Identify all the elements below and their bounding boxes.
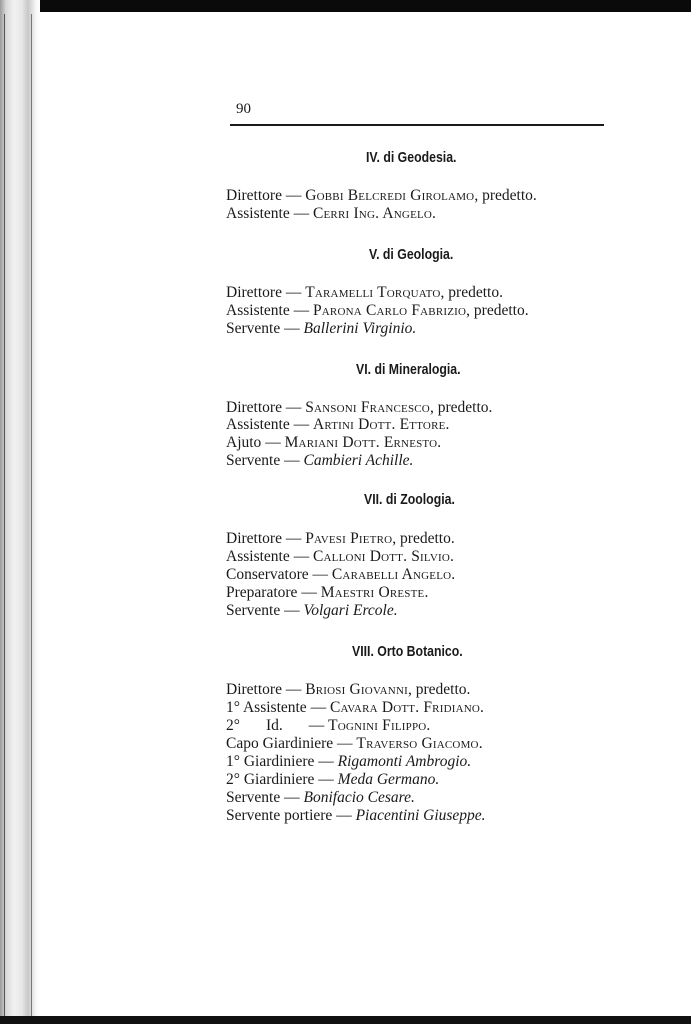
entry-line: Servente — Volgari Ercole. xyxy=(226,602,398,619)
spine-line xyxy=(31,14,32,1016)
section-heading-geodesia: IV. di Geodesia. xyxy=(366,149,457,166)
entry-line: Assistente — Cerri Ing. Angelo. xyxy=(226,205,437,222)
entry-line: Servente — Bonifacio Cesare. xyxy=(226,789,415,806)
entry-line: Ajuto — Mariani Dott. Ernesto. xyxy=(226,434,442,451)
section-heading-orto-botanico: VIII. Orto Botanico. xyxy=(352,643,463,660)
entry-line: Servente portiere — Piacentini Giuseppe. xyxy=(226,807,486,824)
entry-line: Direttore — Gobbi Belcredi Girolamo, predetto. xyxy=(226,187,537,204)
entry-line: Servente — Cambieri Achille. xyxy=(226,452,414,469)
entry-line: Assistente — Artini Dott. Ettore. xyxy=(226,416,450,433)
entry-line: 2° Giardiniere — Meda Germano. xyxy=(226,771,440,788)
page-number: 90 xyxy=(236,101,251,117)
scan-bottom-edge xyxy=(0,1016,691,1024)
entry-line: Conservatore — Carabelli Angelo. xyxy=(226,566,456,583)
spine-line xyxy=(4,14,5,1016)
entry-line: Direttore — Pavesi Pietro, predetto. xyxy=(226,530,455,547)
entry-line: Direttore — Taramelli Torquato, predetto. xyxy=(226,284,503,301)
entry-line: Assistente — Calloni Dott. Silvio. xyxy=(226,548,455,565)
entry-line: Direttore — Briosi Giovanni, predetto. xyxy=(226,681,471,698)
entry-line: 1° Giardiniere — Rigamonti Ambrogio. xyxy=(226,753,472,770)
section-heading-mineralogia: VI. di Mineralogia. xyxy=(356,361,461,378)
scan-top-edge xyxy=(0,0,691,12)
entry-line: Capo Giardiniere — Traverso Giacomo. xyxy=(226,735,483,752)
entry-line: Assistente — Parona Carlo Fabrizio, predetto. xyxy=(226,302,529,319)
entry-line: 2° Id. — Tognini Filippo. xyxy=(226,717,431,734)
entry-line: Servente — Ballerini Virginio. xyxy=(226,320,417,337)
entry-line: Direttore — Sansoni Francesco, predetto. xyxy=(226,399,493,416)
section-heading-geologia: V. di Geologia. xyxy=(369,246,454,263)
book-spine-edge xyxy=(0,0,40,1024)
entry-line: 1° Assistente — Cavara Dott. Fridiano. xyxy=(226,699,485,716)
header-rule xyxy=(230,124,604,126)
section-heading-zoologia: VII. di Zoologia. xyxy=(364,491,455,508)
entry-line: Preparatore — Maestri Oreste. xyxy=(226,584,429,601)
